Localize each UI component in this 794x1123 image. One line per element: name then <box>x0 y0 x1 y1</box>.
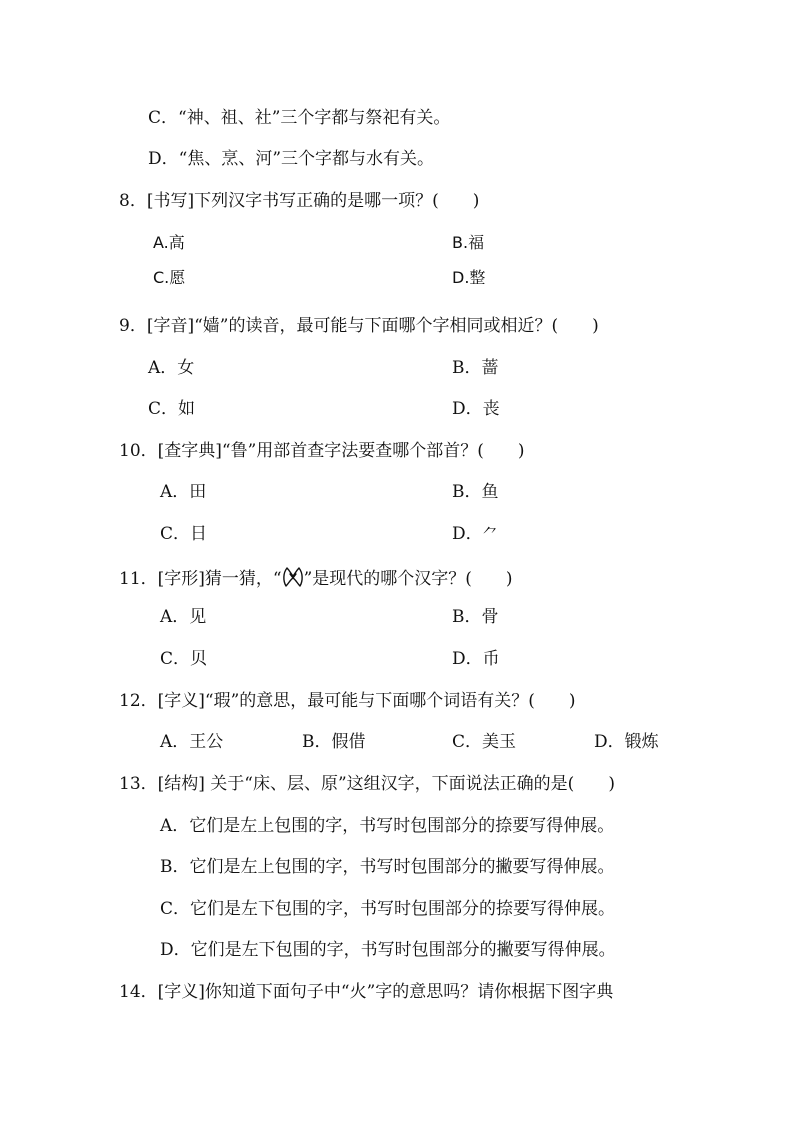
q12-option-b[interactable]: B．假借 <box>302 732 366 752</box>
q9-option-c[interactable]: C．如 <box>148 399 196 419</box>
q7-option-d: D．“焦、烹、河”三个字都与水有关。 <box>148 149 435 169</box>
q9-stem: 9．[字音]“嫱”的读音，最可能与下面哪个字相同或相近？( ) <box>119 316 599 336</box>
q10-option-d[interactable] <box>452 523 498 545</box>
q11-stem-prefix: 11．[字形]猜一猜，“ <box>119 569 282 589</box>
q10-option-c[interactable]: C．日 <box>160 524 208 544</box>
q11-option-b[interactable]: B．骨 <box>452 607 499 627</box>
q8-stem: 8．[书写]下列汉字书写正确的是哪一项？( ) <box>119 191 480 211</box>
q8-option-b[interactable]: B.福 <box>452 233 485 252</box>
q10-option-d-label: D． <box>452 524 483 544</box>
q12-option-a[interactable]: A．王公 <box>160 732 224 752</box>
q8-option-c[interactable]: C.愿 <box>153 268 186 287</box>
q9-option-b[interactable]: B．蔷 <box>452 358 499 378</box>
q11-option-a[interactable]: A．见 <box>160 607 207 627</box>
q10-option-a[interactable]: A．田 <box>160 482 207 502</box>
q10-stem: 10．[查字典]“鲁”用部首查字法要查哪个部首？( ) <box>119 441 525 461</box>
q9-option-a[interactable]: A．女 <box>148 358 195 378</box>
q11-option-c[interactable]: C．贝 <box>160 649 208 669</box>
radical-glyph: ⺈ <box>482 525 498 543</box>
q12-stem: 12．[字义]“瑕”的意思，最可能与下面哪个词语有关？( ) <box>119 691 576 711</box>
q12-option-c[interactable]: C．美玉 <box>452 732 517 752</box>
q7-option-c: C．“神、祖、社”三个字都与祭祀有关。 <box>148 108 451 128</box>
q10-option-b[interactable]: B．鱼 <box>452 482 499 502</box>
q8-option-d[interactable]: D.整 <box>452 268 486 287</box>
q9-option-d[interactable]: D．丧 <box>452 399 500 419</box>
q13-option-b[interactable]: B．它们是左上包围的字，书写时包围部分的撇要写得伸展。 <box>160 857 615 877</box>
q14-stem: 14．[字义]你知道下面句子中“火”字的意思吗？请你根据下图字典 <box>119 982 614 1002</box>
q13-stem: 13．[结构] 关于“床、层、原”这组汉字，下面说法正确的是( ) <box>119 774 615 794</box>
q11-option-d[interactable]: D．币 <box>452 649 500 669</box>
q8-option-a[interactable]: A.高 <box>153 233 185 252</box>
q12-option-d[interactable]: D．锻炼 <box>594 732 659 752</box>
q13-option-d[interactable]: D．它们是左下包围的字，书写时包围部分的撇要写得伸展。 <box>160 940 616 960</box>
q11-stem-suffix: ”是现代的哪个汉字？( ) <box>303 569 513 589</box>
q11-stem <box>119 565 513 590</box>
q13-option-c[interactable]: C．它们是左下包围的字，书写时包围部分的捺要写得伸展。 <box>160 899 616 919</box>
q13-option-a[interactable]: A．它们是左上包围的字，书写时包围部分的捺要写得伸展。 <box>160 816 615 836</box>
ancient-shell-glyph-icon <box>282 565 304 587</box>
